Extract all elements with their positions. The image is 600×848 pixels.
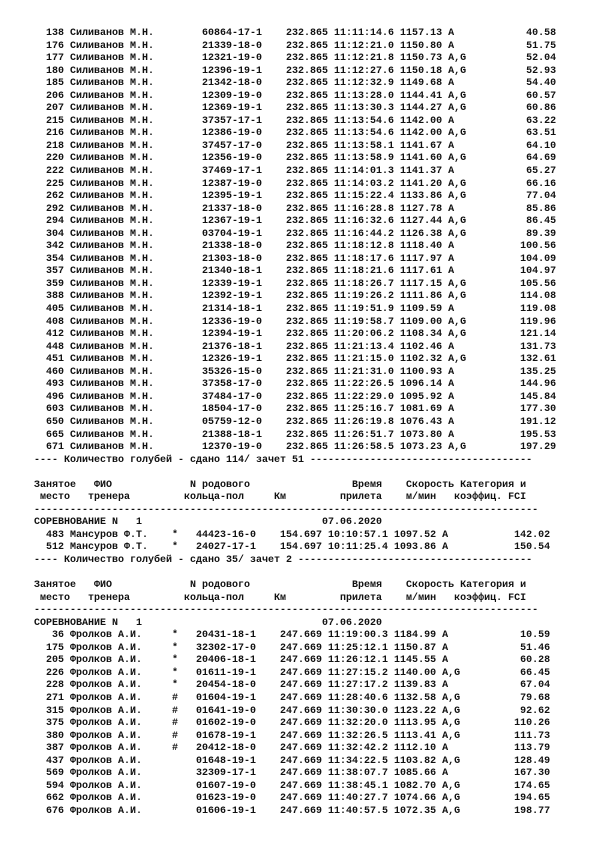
text-line: 569 Фролков А.И. 32309-17-1 247.669 11:38:07.7 1085.66 A 167.30 [34,768,551,780]
text-line: 387 Фролков А.И. # 20412-18-0 247.669 11:32:42.2 1112.10 A 113.79 [34,743,551,755]
text-line: 437 Фролков А.И. 01648-19-1 247.669 11:34:22.5 1103.82 A,G 128.49 [34,755,551,767]
text-line: 36 Фролков А.И. * 20431-18-1 247.669 11:19:00.3 1184.99 A 10.59 [34,630,551,642]
text-line: Занятое ФИО N родового Время Скорость Категория и [34,479,527,491]
text-line: 262 Силиванов М.Н. 12395-19-1 232.865 11:15:22.4 1133.86 A,G 77.04 [34,191,557,203]
text-line: 315 Фролков А.И. # 01641-19-0 247.669 11:30:30.0 1123.22 A,G 92.62 [34,705,551,717]
text-line [34,568,556,581]
text-line: 215 Силиванов М.Н. 37357-17-1 232.865 11:13:54.6 1142.00 A 63.22 [34,115,557,127]
text-line: 375 Фролков А.И. # 01602-19-0 247.669 11:32:20.0 1113.95 A,G 110.26 [34,718,551,730]
text-line: 412 Силиванов М.Н. 12394-19-1 232.865 11:20:06.2 1108.34 A,G 121.14 [34,329,557,341]
text-line: 408 Силиванов М.Н. 12336-19-0 232.865 11:19:58.7 1109.00 A,G 119.96 [34,316,557,328]
text-line: 271 Фролков А.И. # 01604-19-1 247.669 11:28:40.6 1132.58 A,G 79.68 [34,692,551,704]
text-line: 220 Силиванов М.Н. 12356-19-0 232.865 11:13:58.9 1141.60 A,G 64.69 [34,153,557,165]
text-line [34,467,556,480]
text-line: 207 Силиванов М.Н. 12369-19-1 232.865 11:13:30.3 1144.27 A,G 60.86 [34,103,557,115]
text-line: 228 Фролков А.И. * 20454-18-0 247.669 11:27:17.2 1139.83 A 67.04 [34,680,551,692]
text-line: Занятое ФИО N родового Время Скорость Категория и [34,580,527,592]
text-line: 603 Силиванов М.Н. 18504-17-0 232.865 11:25:16.7 1081.69 A 177.30 [34,404,557,416]
text-line: 380 Фролков А.И. # 01678-19-1 247.669 11:32:26.5 1113.41 A,G 111.73 [34,730,551,742]
text-line: ------------------------------------------------------------------------------------ [34,605,539,617]
text-line: 665 Силиванов М.Н. 21388-18-1 232.865 11:26:51.7 1073.80 A 195.53 [34,429,557,441]
text-line: СОРЕВНОВАНИЕ N 1 07.06.2020 [34,517,383,529]
text-line: 292 Силиванов М.Н. 21337-18-0 232.865 11:16:28.8 1127.78 A 85.86 [34,203,557,215]
text-line: 175 Фролков А.И. * 32302-17-0 247.669 11:25:12.1 1150.87 A 51.46 [34,642,551,654]
text-line: 180 Силиванов М.Н. 12396-19-1 232.865 11:12:27.6 1150.18 A,G 52.93 [34,65,557,77]
results-document [34,28,556,818]
text-line: 185 Силиванов М.Н. 21342-18-0 232.865 11:12:32.9 1149.68 A 54.40 [34,78,557,90]
text-line: 448 Силиванов М.Н. 21376-18-1 232.865 11:21:13.4 1102.46 A 131.73 [34,341,557,353]
text-line: 496 Силиванов М.Н. 37484-17-0 232.865 11:22:29.0 1095.92 A 145.84 [34,391,557,403]
text-line: 225 Силиванов М.Н. 12387-19-0 232.865 11:14:03.2 1141.20 A,G 66.16 [34,178,557,190]
text-line: 357 Силиванов М.Н. 21340-18-1 232.865 11:18:21.6 1117.61 A 104.97 [34,266,557,278]
text-line: ---- Количество голубей - сдано 35/ зачет 2 --------------------------------------- [34,554,533,566]
text-line: 359 Силиванов М.Н. 12339-19-1 232.865 11:18:26.7 1117.15 A,G 105.56 [34,278,557,290]
text-line: 451 Силиванов М.Н. 12326-19-1 232.865 11:21:15.0 1102.32 A,G 132.61 [34,354,557,366]
text-line: 226 Фролков А.И. * 01611-19-1 247.669 11:27:15.2 1140.00 A,G 66.45 [34,667,551,679]
text-line: 594 Фролков А.И. 01607-19-0 247.669 11:38:45.1 1082.70 A,G 174.65 [34,780,551,792]
text-line: место тренера кольца-пол Км прилета м/мин коэффиц. FCI [34,592,527,604]
text-line: СОРЕВНОВАНИЕ N 1 07.06.2020 [34,617,383,629]
text-line: 342 Силиванов М.Н. 21338-18-0 232.865 11:18:12.8 1118.40 A 100.56 [34,241,557,253]
text-line: 388 Силиванов М.Н. 12392-19-1 232.865 11:19:26.2 1111.86 A,G 114.08 [34,291,557,303]
text-line: 512 Мансуров Ф.Т. * 24027-17-1 154.697 10:11:25.4 1093.86 A 150.54 [34,542,551,554]
text-line: 493 Силиванов М.Н. 37358-17-0 232.865 11:22:26.5 1096.14 A 144.96 [34,379,557,391]
text-line: ------------------------------------------------------------------------------------ [34,504,539,516]
text-line: 460 Силиванов М.Н. 35326-15-0 232.865 11:21:31.0 1100.93 A 135.25 [34,366,557,378]
text-line: 176 Силиванов М.Н. 21339-18-0 232.865 11:12:21.0 1150.80 A 51.75 [34,40,557,52]
text-line: 676 Фролков А.И. 01606-19-1 247.669 11:40:57.5 1072.35 A,G 198.77 [34,805,551,817]
text-line: место тренера кольца-пол Км прилета м/мин коэффиц. FCI [34,492,527,504]
text-line: 405 Силиванов М.Н. 21314-18-1 232.865 11:19:51.9 1109.59 A 119.08 [34,304,557,316]
text-line: 218 Силиванов М.Н. 37457-17-0 232.865 11:13:58.1 1141.67 A 64.10 [34,140,557,152]
text-line: 177 Силиванов М.Н. 12321-19-0 232.865 11:12:21.8 1150.73 A,G 52.04 [34,53,557,65]
text-line: 205 Фролков А.И. * 20406-18-1 247.669 11:26:12.1 1145.55 A 60.28 [34,655,551,667]
text-line: 206 Силиванов М.Н. 12309-19-0 232.865 11:13:28.0 1144.41 A,G 60.57 [34,90,557,102]
text-line: 222 Силиванов М.Н. 37469-17-1 232.865 11:14:01.3 1141.37 A 65.27 [34,166,557,178]
text-line: 671 Силиванов М.Н. 12370-19-0 232.865 11:26:58.5 1073.23 A,G 197.29 [34,442,557,454]
text-line: 483 Мансуров Ф.Т. * 44423-16-0 154.697 10:10:57.1 1097.52 A 142.02 [34,529,551,541]
text-line: 354 Силиванов М.Н. 21303-18-0 232.865 11:18:17.6 1117.97 A 104.09 [34,253,557,265]
text-line: ---- Количество голубей - сдано 114/ зачет 51 ------------------------------------- [34,454,533,466]
text-line: 216 Силиванов М.Н. 12386-19-0 232.865 11:13:54.6 1142.00 A,G 63.51 [34,128,557,140]
text-line: 662 Фролков А.И. 01623-19-0 247.669 11:40:27.7 1074.66 A,G 194.65 [34,793,551,805]
text-line: 138 Силиванов М.Н. 60864-17-1 232.865 11:11:14.6 1157.13 A 40.58 [34,28,557,39]
text-line: 294 Силиванов М.Н. 12367-19-1 232.865 11:16:32.6 1127.44 A,G 86.45 [34,216,557,228]
text-line: 650 Силиванов М.Н. 05759-12-0 232.865 11:26:19.8 1076.43 A 191.12 [34,416,557,428]
text-line: 304 Силиванов М.Н. 03704-19-1 232.865 11:16:44.2 1126.38 A,G 89.39 [34,228,557,240]
